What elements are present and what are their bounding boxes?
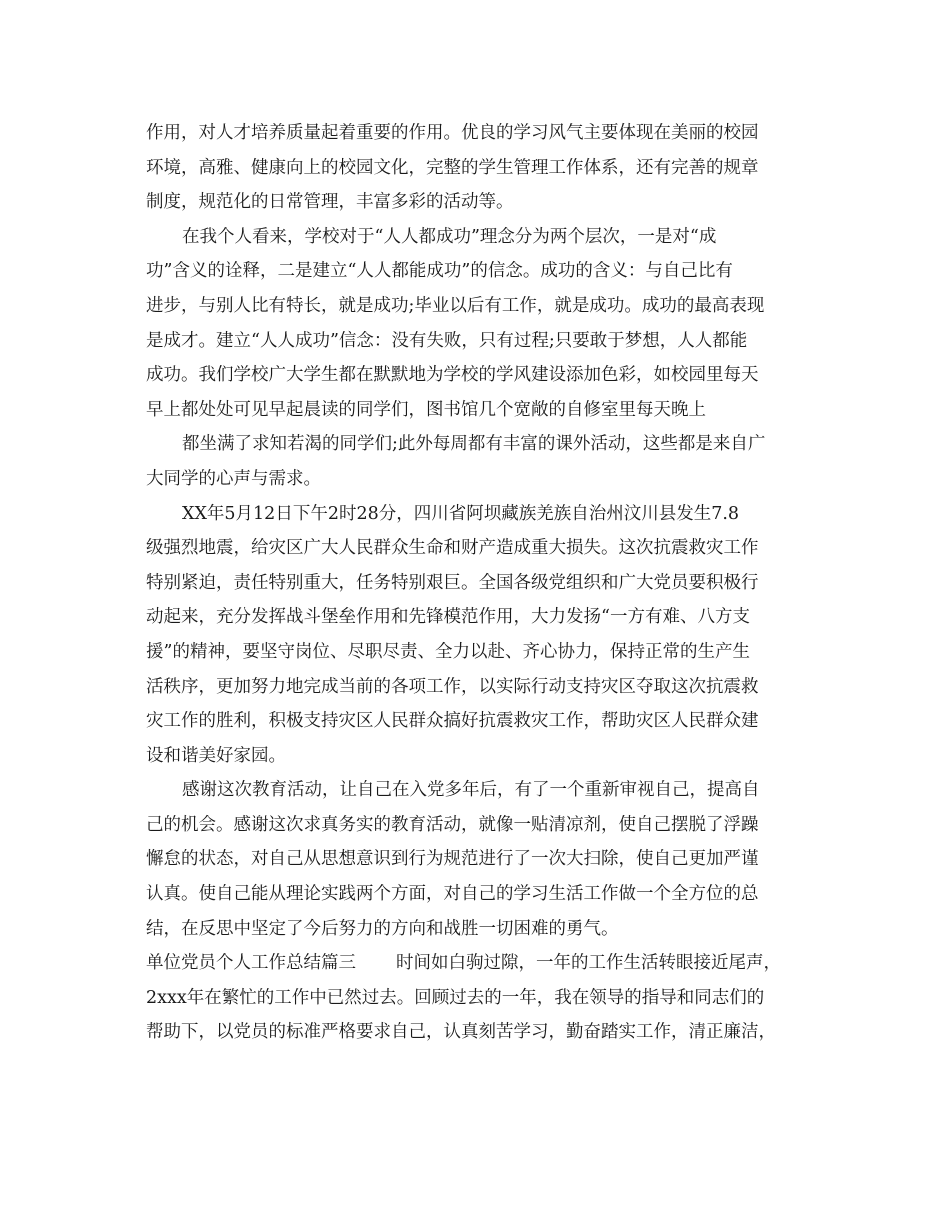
- text-line: 都坐满了求知若渴的同学们;此外每周都有丰富的课外活动，这些都是来自广: [182, 434, 766, 455]
- text-line: 结，在反思中坚定了今后努力的方向和战胜一切困难的勇气。: [146, 918, 619, 939]
- text-line: 级强烈地震，给灾区广大人民群众生命和财产造成重大损失。这次抗震救灾工作: [146, 538, 759, 559]
- text-line: 认真。使自己能从理论实践两个方面，对自己的学习生活工作做一个全方位的总: [146, 884, 759, 905]
- text-line: 作用，对人才培养质量起着重要的作用。优良的学习风气主要体现在美丽的校园: [146, 123, 759, 143]
- text-line: 感谢这次教育活动，让自己在入党多年后，有了一个重新审视自己，提高自: [182, 780, 760, 801]
- text-line: 是成才。建立“人人成功”信念：没有失败，只有过程;只要敢于梦想，人人都能: [146, 330, 748, 351]
- text-line: 灾工作的胜利，积极支持灾区人民群众搞好抗震救灾工作，帮助灾区人民群众建: [146, 711, 759, 732]
- text-line: 大同学的心声与需求。: [146, 468, 321, 489]
- text-line: 早上都处处可见早起晨读的同学们，图书馆几个宽敞的自修室里每天晚上: [146, 399, 706, 420]
- body-text: [146, 116, 806, 946]
- section-heading-line: [146, 946, 806, 981]
- document-body: [146, 116, 806, 1050]
- text-line: 懈怠的状态，对自己从思想意识到行为规范进行了一次大扫除，使自己更加严谨: [146, 849, 759, 870]
- text-line: 在我个人看来，学校对于“人人都成功”理念分为两个层次，一是对“成: [182, 226, 717, 247]
- body-text-tail: [146, 981, 806, 1050]
- text-line: 帮助下，以党员的标准严格要求自己，认真刻苦学习，勤奋踏实工作，清正廉洁，: [146, 1022, 776, 1043]
- text-line: 成功。我们学校广大学生都在默默地为学校的学风建设添加色彩，如校园里每天: [146, 365, 759, 386]
- section-heading: 单位党员个人工作总结篇三: [146, 953, 356, 974]
- text-line: 活秩序，更加努力地完成当前的各项工作，以实际行动支持灾区夺取这次抗震救: [146, 676, 759, 697]
- text-line: 2xxx年在繁忙的工作中已然过去。回顾过去的一年，我在领导的指导和同志们的: [146, 987, 765, 1008]
- text-line: 援”的精神，要坚守岗位、尽职尽责、全力以赴、齐心协力，保持正常的生产生: [146, 641, 750, 662]
- text-line: 制度，规范化的日常管理，丰富多彩的活动等。: [146, 192, 514, 213]
- text-line: 环境，高雅、健康向上的校园文化，完整的学生管理工作体系，还有完善的规章: [146, 157, 759, 178]
- text-line: 特别紧迫，责任特别重大，任务特别艰巨。全国各级党组织和广大党员要积极行: [146, 572, 759, 593]
- text-line: 进步，与别人比有特长，就是成功;毕业以后有工作，就是成功。成功的最高表现: [146, 295, 765, 316]
- text-line: 动起来，充分发挥战斗堡垒作用和先锋模范作用，大力发扬“一方有难、八方支: [146, 607, 750, 628]
- text-line: 设和谐美好家园。: [146, 745, 286, 766]
- text-line: 己的机会。感谢这次求真务实的教育活动，就像一贴清凉剂，使自己摆脱了浮躁: [146, 814, 759, 835]
- text-line: XX年5月12日下午2时28分，四川省阿坝藏族羌族自治州汶川县发生7.8: [182, 503, 740, 524]
- section-heading-continuation: 时间如白驹过隙，一年的工作生活转眼接近尾声，: [396, 953, 781, 974]
- text-line: 功”含义的诠释，二是建立“人人都能成功”的信念。成功的含义：与自己比有: [146, 261, 733, 282]
